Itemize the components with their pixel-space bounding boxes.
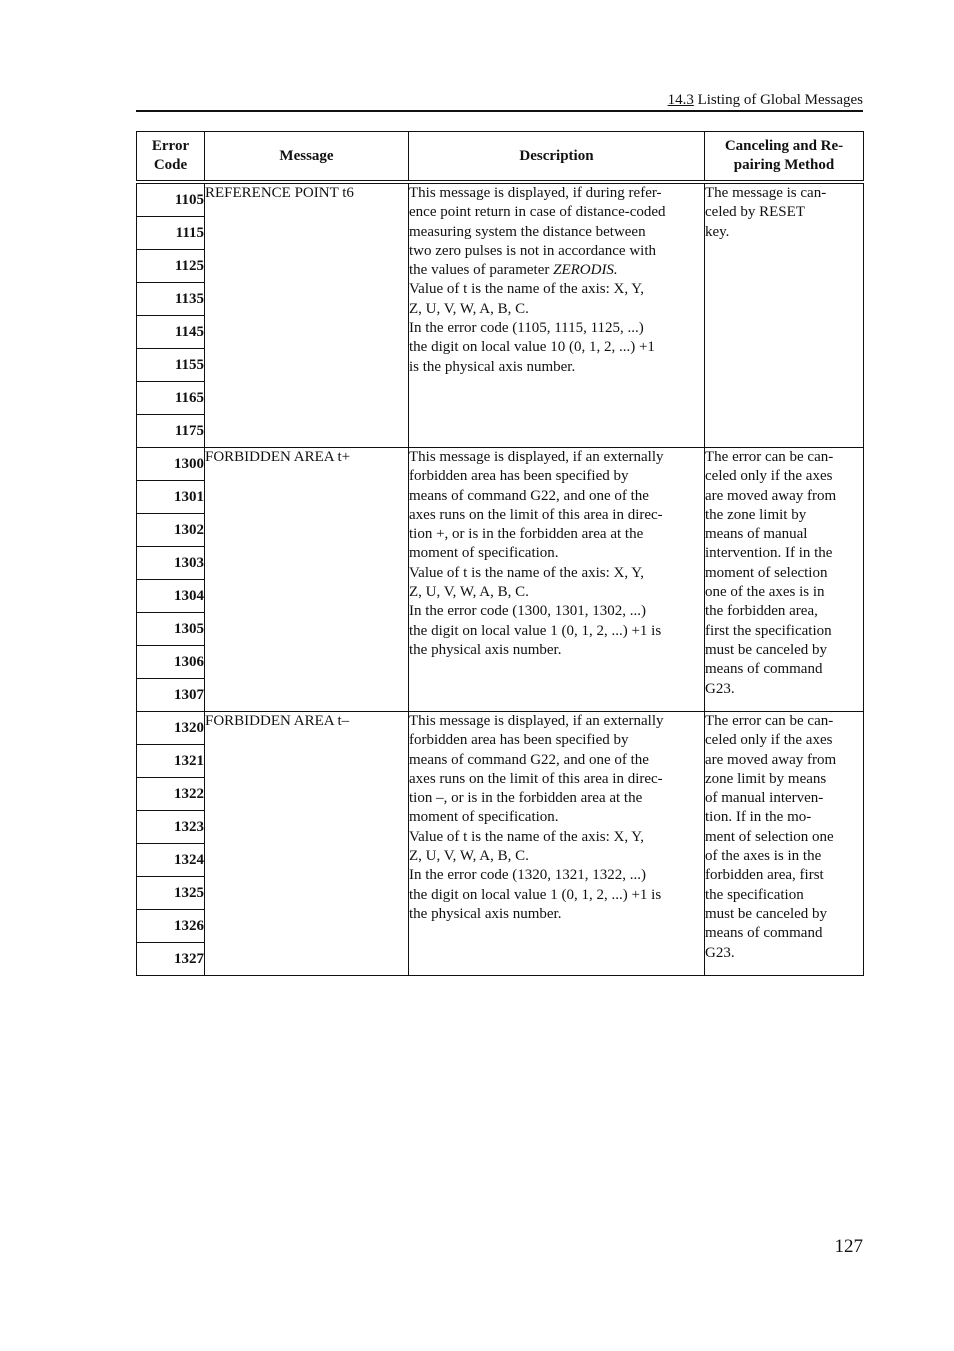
- error-code: 1306: [137, 646, 205, 679]
- table-row: [137, 448, 864, 481]
- page-number: 127: [834, 1236, 863, 1257]
- method-text: The message is can- celed by RESET key.: [705, 182, 864, 448]
- message-header: Message: [205, 132, 409, 183]
- error-code: 1305: [137, 613, 205, 646]
- section-number: 14.3: [667, 92, 694, 108]
- method-header: Canceling and Re- pairing Method: [705, 132, 864, 183]
- error-code: 1165: [137, 382, 205, 415]
- error-code: 1135: [137, 283, 205, 316]
- description-text: This message is displayed, if an externally forbidden area has been specified by means of command G22, and one of the axes runs on the limit of this area in direc- tion –, or is in the forbidden area at the moment of specification. Value of t is the name of the axis: X, Y, Z, U, V, W, A, B, C. In the error code (1320, 1321, 1322, ...) the digit on local value 1 (0, 1, 2, ...) +1 is the physical axis number.: [409, 712, 705, 976]
- error-code: 1323: [137, 811, 205, 844]
- error-code: 1325: [137, 877, 205, 910]
- error-code: 1324: [137, 844, 205, 877]
- method-text: The error can be can- celed only if the axes are moved away from zone limit by means of manual interven- tion. If in the mo- ment of selection one of the axes is in the forbidden area, first the specification must be canceled by means of command G23.: [705, 712, 864, 976]
- message-text: FORBIDDEN AREA t+: [205, 448, 409, 712]
- error-code: 1303: [137, 547, 205, 580]
- description-text: This message is displayed, if an externally forbidden area has been specified by means of command G22, and one of the axes runs on the limit of this area in direc- tion +, or is in the forbidden area at the moment of specification. Value of t is the name of the axis: X, Y, Z, U, V, W, A, B, C. In the error code (1300, 1301, 1302, ...) the digit on local value 1 (0, 1, 2, ...) +1 is the physical axis number.: [409, 448, 705, 712]
- message-text: REFERENCE POINT t6: [205, 182, 409, 448]
- table-row: [137, 712, 864, 745]
- parameter-name: ZERODIS.: [553, 262, 618, 279]
- table-header-row: [137, 132, 864, 183]
- message-text: FORBIDDEN AREA t–: [205, 712, 409, 976]
- error-code: 1125: [137, 250, 205, 283]
- error-code: 1320: [137, 712, 205, 745]
- error-code-header: Error Code: [137, 132, 205, 183]
- error-code: 1326: [137, 910, 205, 943]
- section-title: Listing of Global Messages: [697, 92, 863, 108]
- method-text: The error can be can- celed only if the axes are moved away from the zone limit by means of manual intervention. If in the moment of selection one of the axes is in the forbidden area, first the specification must be canceled by means of command G23.: [705, 448, 864, 712]
- error-code: 1175: [137, 415, 205, 448]
- description-header: Description: [409, 132, 705, 183]
- error-code: 1322: [137, 778, 205, 811]
- description-text: This message is displayed, if during refer- ence point return in case of distance-coded measuring system the distance between two zero pulses is not in accordance with the values of parameter ZERODIS. Value of t is the name of the axis: X, Y, Z, U, V, W, A, B, C. In the error code (1105, 1115, 1125, ...) the digit on local value 10 (0, 1, 2, ...) +1 is the physical axis number.: [409, 182, 705, 448]
- error-code: 1300: [137, 448, 205, 481]
- error-code: 1301: [137, 481, 205, 514]
- error-code: 1321: [137, 745, 205, 778]
- error-code: 1327: [137, 943, 205, 976]
- header-rule: [136, 110, 863, 112]
- global-messages-table: [136, 131, 864, 976]
- error-code: 1304: [137, 580, 205, 613]
- table-row: [137, 182, 864, 217]
- error-code: 1105: [137, 182, 205, 217]
- error-code: 1155: [137, 349, 205, 382]
- error-code: 1302: [137, 514, 205, 547]
- error-code: 1115: [137, 217, 205, 250]
- running-header: [136, 91, 863, 109]
- error-code: 1307: [137, 679, 205, 712]
- error-code: 1145: [137, 316, 205, 349]
